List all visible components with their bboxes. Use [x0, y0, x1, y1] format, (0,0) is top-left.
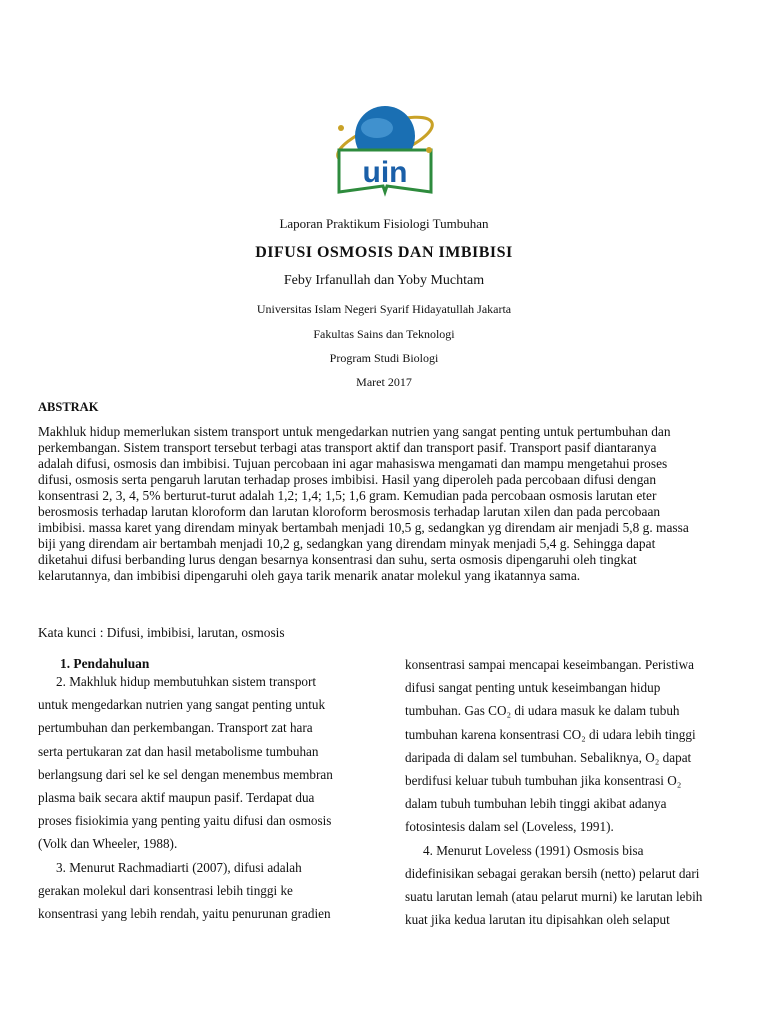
left-column	[38, 670, 373, 925]
paragraph-line: dalam tubuh tumbuhan lebih tinggi akibat adanya	[405, 796, 667, 812]
section-heading-introduction: 1. Pendahuluan	[60, 656, 150, 671]
paragraph-line: untuk mengedarkan nutrien yang sangat penting untuk	[38, 697, 326, 713]
paragraph-line: plasma baik secara aktif maupun pasif. Terdapat dua	[38, 790, 315, 806]
abstract-line: biji yang direndam air bertambah menjadi 10,2 g, sedangkan yang direndam minyak menjadi 5,4 g. Sehingga dapat	[38, 536, 656, 551]
paragraph-line: kuat jika kedua larutan itu dipisahkan oleh selaput	[405, 912, 670, 928]
paragraph-line: difusi sangat penting untuk keseimbangan hidup	[405, 680, 661, 696]
svg-text:uin: uin	[362, 156, 408, 189]
abstract-heading: ABSTRAK	[38, 400, 99, 414]
abstract-line: diketahui difusi berbanding lurus dengan besarnya konsentrasi dan suhu, serta osmosis dipengaruhi oleh tingkat	[38, 552, 637, 567]
faculty: Fakultas Sains dan Teknologi	[313, 327, 455, 341]
abstract-line: adalah difusi, osmosis dan imbibisi. Tujuan percobaan ini agar mahasiswa mengamati dan mampu mengetahui proses	[38, 456, 668, 471]
paragraph-line: suatu larutan lemah (atau pelarut murni) ke larutan lebih	[405, 889, 703, 905]
uin-logo	[331, 100, 439, 200]
paper-title: DIFUSI OSMOSIS DAN IMBIBISI	[255, 244, 513, 261]
uin-logo-graphic	[331, 100, 439, 200]
paragraph-line: didefinisikan sebagai gerakan bersih (netto) pelarut dari	[405, 865, 700, 881]
keywords: Kata kunci : Difusi, imbibisi, larutan, osmosis	[38, 625, 285, 640]
right-column	[405, 653, 740, 931]
program: Program Studi Biologi	[329, 351, 439, 365]
abstract-line: Makhluk hidup memerlukan sistem transport untuk mengedarkan nutrien yang sangat penting untuk pertumbuhan dan	[38, 424, 671, 439]
abstract-line: kelarutannya, dan imbibisi dipengaruhi oleh gaya tarik menarik anatar molekul yang ikatannya sama.	[38, 568, 581, 583]
paragraph-line: 2. Makhluk hidup membutuhkan sistem transport	[56, 674, 317, 689]
paragraph-line: berlangsung dari sel ke sel dengan menembus membran	[38, 766, 333, 782]
paragraph-line: berdifusi keluar tubuh tumbuhan jika konsentrasi O₂	[405, 773, 682, 789]
paragraph-line: serta pertukaran zat dan hasil metabolisme tumbuhan	[38, 743, 319, 759]
paragraph-line: 4. Menurut Loveless (1991) Osmosis bisa	[423, 842, 644, 858]
paragraph-line: (Volk dan Wheeler, 1988).	[38, 836, 178, 852]
abstract-line: konsentrasi 2, 3, 4, 5% berturut-turut adalah 1,2; 1,4; 1,5; 1,6 gram. Kemudian pada percobaan osmosis larutan eter	[38, 488, 657, 503]
date: Maret 2017	[356, 375, 412, 389]
paragraph-line: konsentrasi yang lebih rendah, yaitu penurunan gradien	[38, 906, 331, 922]
paragraph-line: pertumbuhan dan perkembangan. Transport zat hara	[38, 720, 313, 736]
paragraph-line: fotosintesis dalam sel (Loveless, 1991).	[405, 819, 614, 835]
paragraph-line: tumbuhan. Gas CO₂ di udara masuk ke dalam tubuh	[405, 703, 680, 719]
authors: Feby Irfanullah dan Yoby Muchtam	[283, 273, 485, 288]
paragraph-line: konsentrasi sampai mencapai keseimbangan. Peristiwa	[405, 657, 694, 672]
abstract-body	[38, 424, 728, 584]
paragraph-line: gerakan molekul dari konsentrasi lebih tinggi ke	[38, 882, 293, 898]
abstract-line: berosmosis terhadap larutan kloroform dan larutan kloroform berosmosis terhadap larutan xilen dan pada percobaan	[38, 504, 661, 519]
university: Universitas Islam Negeri Syarif Hidayatullah Jakarta	[256, 302, 512, 316]
abstract-line: imbibisi. massa karet yang direndam minyak bertambah menjadi 10,5 g, sedangkan yg direndam air menjadi 5,8 g. massa	[38, 520, 689, 535]
abstract-line: difusi, osmosis serta pengaruh larutan terhadap proses imbibisi. Hasil yang diperoleh pada percobaan difusi dengan	[38, 472, 657, 487]
paragraph-line: daripada di dalam sel tumbuhan. Sebaliknya, O₂ dapat	[405, 749, 692, 765]
report-type: Laporan Praktikum Fisiologi Tumbuhan	[279, 216, 489, 231]
paragraph-line: tumbuhan karena konsentrasi CO₂ di udara lebih tinggi	[405, 726, 696, 742]
abstract-line: perkembangan. Sistem transport tersebut terbagi atas transport aktif dan transport pasif. Transport pasif diantaranya	[38, 440, 657, 455]
paragraph-line: proses fisiokimia yang penting yaitu difusi dan osmosis	[38, 813, 332, 829]
paragraph-line: 3. Menurut Rachmadiarti (2007), difusi adalah	[56, 859, 302, 875]
